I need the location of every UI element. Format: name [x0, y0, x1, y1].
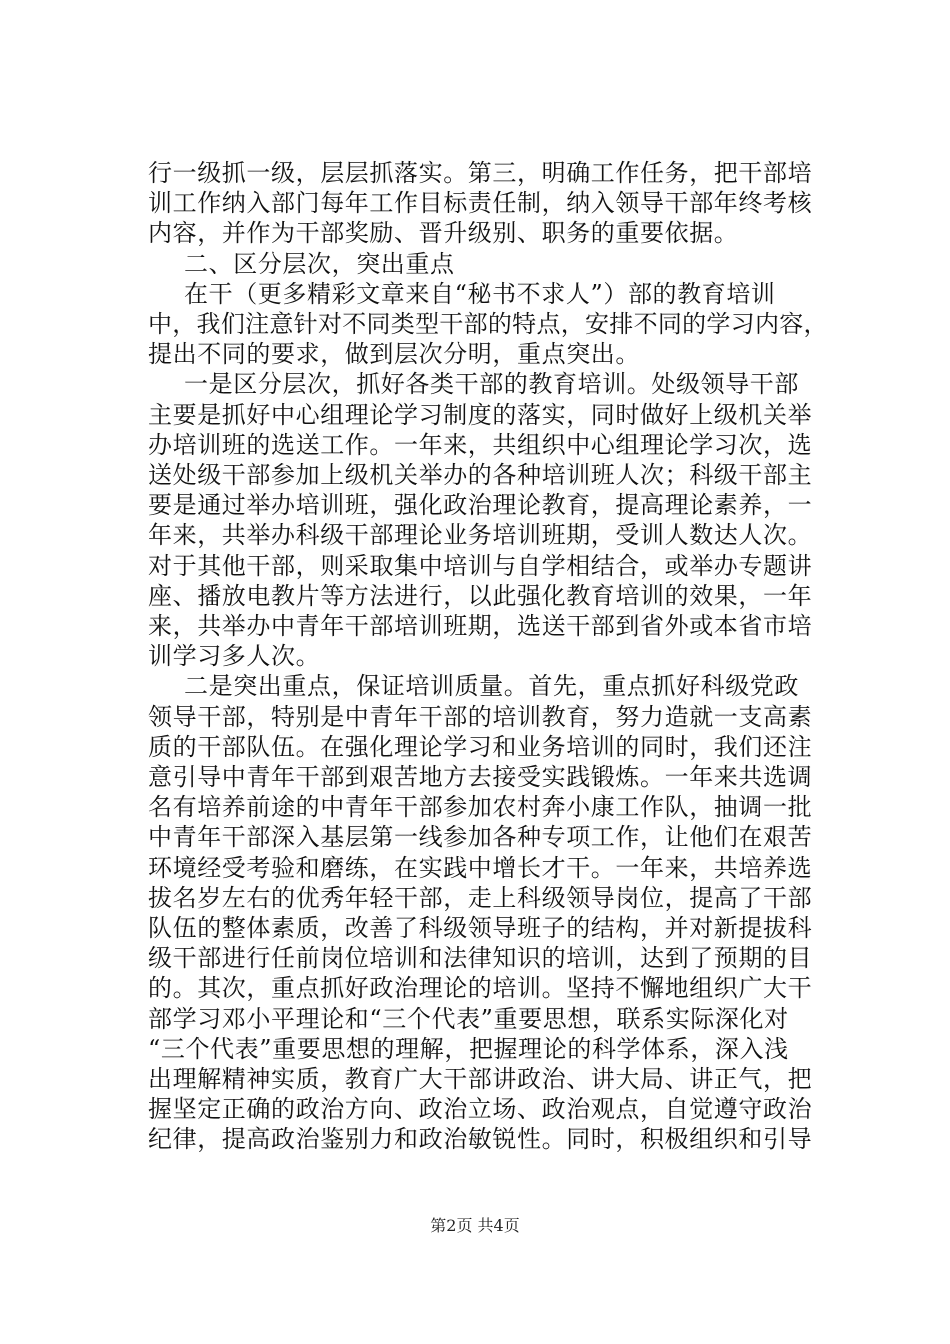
text-line: 级干部进行任前岗位培训和法律知识的培训，达到了预期的目 [148, 944, 813, 973]
text-line: 纪律，提高政治鉴别力和政治敏锐性。同时，积极组织和引导 [148, 1125, 813, 1154]
text-line: 拔名岁左右的优秀年轻干部，走上科级领导岗位，提高了干部 [148, 883, 813, 912]
text-line: 二是突出重点，保证培训质量。首先，重点抓好科级党政 [184, 672, 799, 701]
text-line: 意引导中青年干部到艰苦地方去接受实践锻炼。一年来共选调 [148, 763, 813, 791]
text-line: 送处级干部参加上级机关举办的各种培训班人次；科级干部主 [148, 461, 813, 489]
text-line: 握坚定正确的政治方向、政治立场、政治观点，自觉遵守政治 [148, 1095, 813, 1124]
text-line: 环境经受考验和磨练，在实践中增长才干。一年来，共培养选 [148, 853, 813, 882]
text-line: 对于其他干部，则采取集中培训与自学相结合，或举办专题讲 [148, 551, 813, 580]
text-line: 训工作纳入部门每年工作目标责任制，纳入领导干部年终考核 [148, 189, 813, 218]
text-line: 年来，共举办科级干部理论业务培训班期，受训人数达人次。 [148, 521, 813, 550]
text-line: 主要是抓好中心组理论学习制度的落实，同时做好上级机关举 [148, 400, 813, 429]
text-line: 中青年干部深入基层第一线参加各种专项工作，让他们在艰苦 [148, 823, 813, 852]
text-line: 要是通过举办培训班，强化政治理论教育，提高理论素养，一 [148, 491, 813, 520]
text-line: 一是区分层次，抓好各类干部的教育培训。处级领导干部 [184, 370, 799, 399]
text-line: 二、区分层次，突出重点 [184, 249, 455, 278]
text-line: 质的干部队伍。在强化理论学习和业务培训的同时，我们还注 [148, 732, 813, 761]
text-line: 办培训班的选送工作。一年来，共组织中心组理论学习次，选 [148, 430, 813, 459]
text-line: 队伍的整体素质，改善了科级领导班子的结构，并对新提拔科 [148, 914, 813, 942]
text-line: 训学习多人次。 [148, 642, 321, 671]
text-line: 中，我们注意针对不同类型干部的特点，安排不同的学习内容， [148, 310, 828, 338]
text-line: 出理解精神实质，教育广大干部讲政治、讲大局、讲正气，把 [148, 1065, 813, 1093]
text-line: 的。其次，重点抓好政治理论的培训。坚持不懈地组织广大干 [148, 974, 813, 1003]
text-line: 提出不同的要求，做到层次分明，重点突出。 [148, 340, 640, 369]
text-line: 行一级抓一级，层层抓落实。第三，明确工作任务，把干部培 [148, 159, 813, 187]
text-line: 名有培养前途的中青年干部参加农村奔小康工作队，抽调一批 [148, 793, 813, 822]
text-line: 来，共举办中青年干部培训班期，选送干部到省外或本省市培 [148, 612, 813, 640]
text-line: 领导干部，特别是中青年干部的培训教育，努力造就一支高素 [148, 702, 813, 731]
page-footer: 第2页 共4页 [430, 1216, 520, 1235]
text-line: 座、播放电教片等方法进行，以此强化教育培训的效果，一年 [148, 581, 813, 610]
text-line: 部学习邓小平理论和“三个代表”重要思想，联系实际深化对 [148, 1004, 789, 1033]
text-line: “三个代表”重要思想的理解，把握理论的科学体系，深入浅 [148, 1034, 789, 1063]
text-line: 在干（更多精彩文章来自“秘书不求人”）部的教育培训 [184, 279, 776, 308]
text-line: 内容，并作为干部奖励、晋升级别、职务的重要依据。 [148, 219, 739, 248]
